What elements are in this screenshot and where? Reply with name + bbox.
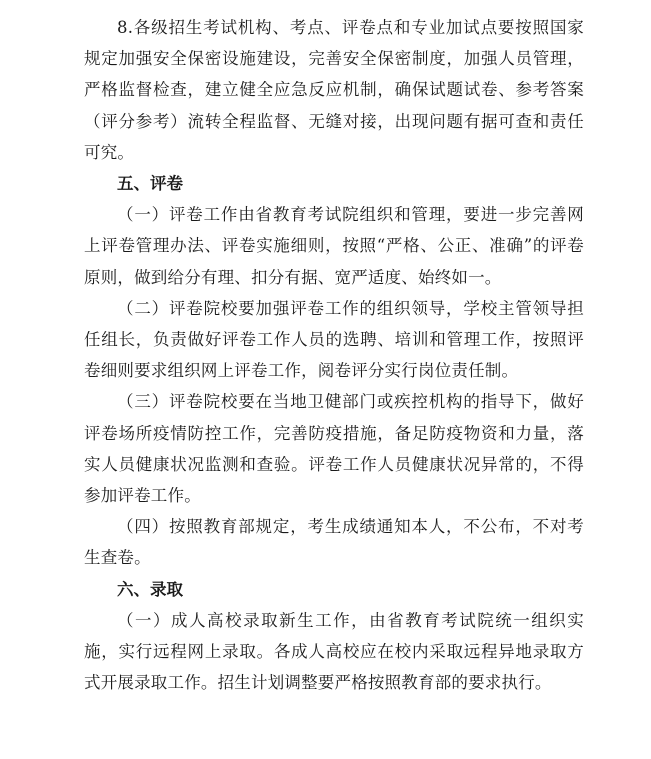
section-heading-grading: 五、评卷 [117,174,183,194]
paragraph-grading-organization: （一）评卷工作由省教育考试院组织和管理，要进一步完善网上评卷管理办法、评卷实施细则，按照“严格、公正、准确”的评卷原则，做到给分有理、扣分有据、宽严适度、始终如一。 [84,205,584,287]
section-heading-admission: 六、录取 [117,579,183,599]
paragraph-grading-leadership: （二）评卷院校要加强评卷工作的组织领导，学校主管领导担任组长，负责做好评卷工作人员的选聘、培训和管理工作，按照评卷细则要求组织网上评卷工作，阅卷评分实行岗位责任制。 [84,298,584,381]
document-page [84,12,584,698]
paragraph-grading-epidemic-control: （三）评卷院校要在当地卫健部门或疾控机构的指导下，做好评卷场所疫情防控工作，完善防疫措施，备足防疫物资和力量，落实人员健康状况监测和查验。评卷工作人员健康状况异常的，不得参加评卷工作。 [84,392,584,506]
paragraph-security-measures: 8.各级招生考试机构、考点、评卷点和专业加试点要按照国家规定加强安全保密设施建设，完善安全保密制度，加强人员管理，严格监督检查，建立健全应急反应机制，确保试题试卷、参考答案（评分参考）流转全程监督、无缝对接，出现问题有据可查和责任可究。 [84,18,584,162]
paragraph-admission-process: （一）成人高校录取新生工作，由省教育考试院统一组织实施，实行远程网上录取。各成人高校应在校内采取远程异地录取方式开展录取工作。招生计划调整要严格按照教育部的要求执行。 [84,610,584,693]
paragraph-score-notification: （四）按照教育部规定，考生成绩通知本人，不公布，不对考生查卷。 [84,517,584,568]
